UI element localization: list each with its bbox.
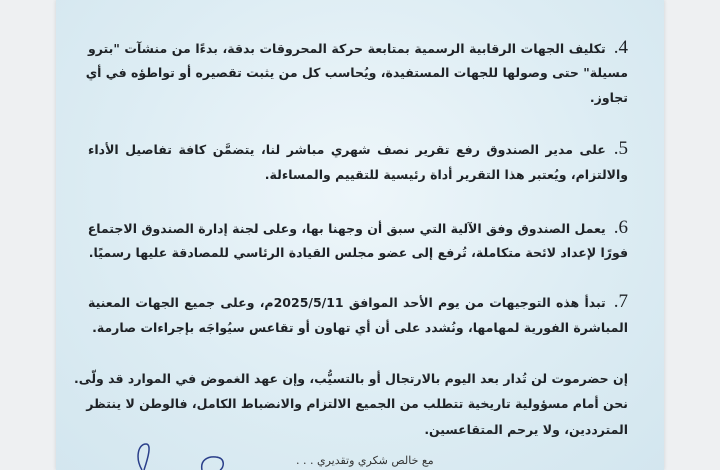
cut-off-line	[88, 0, 628, 4]
item-number: 4.	[613, 37, 628, 58]
item-number: 7.	[613, 291, 628, 312]
closing-line-2: نحن أمام مسؤولية تاريخية تتطلب من الجميع الالتزام والانضباط الكامل، فالوطن لا ينتظر	[86, 396, 628, 411]
item-6-line-1: 6.يعمل الصندوق وفق الآلية التي سبق أن وجهنا بها، وعلى لجنة إدارة الصندوق الاجتماع	[87, 217, 628, 238]
closing-line-1: إن حضرموت لن تُدار بعد اليوم بالارتجال أو بالتسيُّب، وإن عهد الغموض في الموارد قد ولّى.	[73, 371, 628, 386]
item-6-line-2: فورًا لإعداد لائحة متكاملة، تُرفع إلى عضو مجلس القيادة الرئاسي للمصادقة عليها رسميًا.	[88, 245, 628, 260]
signoff: مع خالص شكري وتقديري . . .	[296, 454, 434, 467]
item-number: 6.	[613, 217, 628, 238]
item-7-line-2: المباشرة الفورية لمهامها، ونُشدد على أن أي تهاون أو تقاعس سيُواجَه بإجراءات صارمة.	[92, 320, 628, 335]
item-4-line-1: 4.تكليف الجهات الرقابية الرسمية بمتابعة حركة المحروقات بدقة، بدءًا من منشآت "بترو	[88, 37, 628, 58]
item-4-line-2: مسيلة" حتى وصولها للجهات المستفيدة، ويُحاسب كل من يثبت تقصيره أو تواطؤه في أي	[85, 65, 628, 80]
closing-line-3: المترددين، ولا يرحم المتقاعسين.	[424, 422, 628, 437]
item-4-line-3: تجاوز.	[589, 90, 628, 105]
item-5-line-2: والالتزام، ويُعتبر هذا التقرير أداة رئيسية للتقييم والمساءلة.	[264, 167, 628, 182]
signature	[130, 440, 240, 470]
item-5-line-1: 5.على مدير الصندوق رفع تقرير نصف شهري مباشر لنا، يتضمَّن كافة تفاصيل الأداء	[88, 138, 628, 159]
item-number: 5.	[613, 138, 628, 159]
item-7-line-1: 7.تبدأ هذه التوجيهات من يوم الأحد الموافق 2025/5/11م، وعلى جميع الجهات المعنية	[88, 291, 628, 312]
